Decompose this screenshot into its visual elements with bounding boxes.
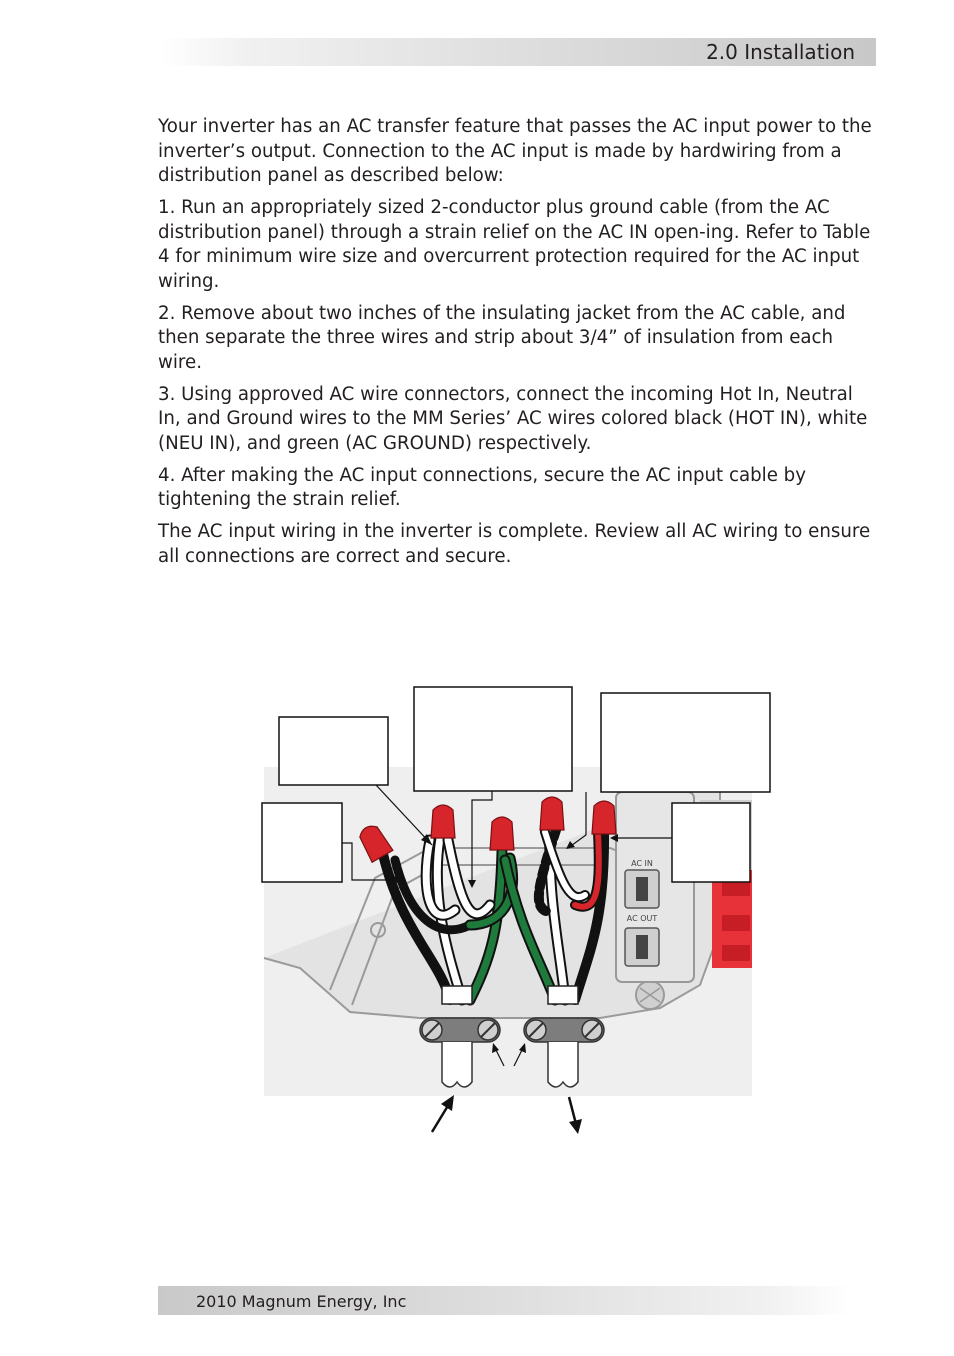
ac-out-label: AC OUT — [626, 914, 658, 923]
footer-bar — [158, 1286, 852, 1315]
step-4-paragraph: 4. After making the AC input connections, secure the AC input cable by tightening the strain relief. — [158, 464, 806, 510]
ac-in-label: AC IN — [631, 859, 653, 868]
wire-nut-neutral — [431, 805, 455, 838]
ac-out-arrow-icon — [569, 1119, 582, 1134]
ac-out-cable-jacket — [548, 986, 578, 1004]
cable-direction-arrows — [432, 1095, 582, 1134]
section-title: 2.0 Installation — [706, 40, 855, 64]
intro-paragraph: Your inverter has an AC transfer feature that passes the AC input power to the inverter’s output. Connection to the AC input is made by hardwiring from a distribution panel as described below: — [158, 116, 872, 186]
wire-nut-out-hot — [592, 801, 616, 834]
step-1-paragraph: 1. Run an appropriately sized 2-conductor plus ground cable (from the AC distribution panel) through a strain relief on the AC IN open-ing. Refer to Table 4 for minimum wire size and overcurrent protection required for the AC input wiring. — [158, 197, 871, 292]
step-2-paragraph: 2. Remove about two inches of the insulating jacket from the AC cable, and then separate the three wires and strip about 3/4” of insulation from each wire. — [158, 302, 846, 373]
callout-box-hot-out — [672, 803, 750, 882]
callout-box-ground — [414, 687, 572, 791]
callout-box-neutral-in — [279, 717, 388, 785]
footer-copyright: 2010 Magnum Energy, Inc — [196, 1292, 407, 1311]
wire-nut-out-neutral — [540, 797, 564, 830]
step-3-paragraph: 3. Using approved AC wire connectors, connect the incoming Hot In, Neutral In, and Ground wires to the MM Series’ AC wires colored black (HOT IN), white (NEU IN), and green (AC GROUND) respectively. — [158, 383, 868, 454]
ac-in-cable-jacket — [442, 986, 472, 1004]
callout-box-hot-in — [262, 803, 342, 882]
closing-paragraph: The AC input wiring in the inverter is complete. Review all AC wiring to ensure all connections are correct and secure. — [158, 521, 871, 567]
callout-box-neutral-out — [601, 693, 770, 792]
wire-nut-ground — [490, 817, 514, 850]
